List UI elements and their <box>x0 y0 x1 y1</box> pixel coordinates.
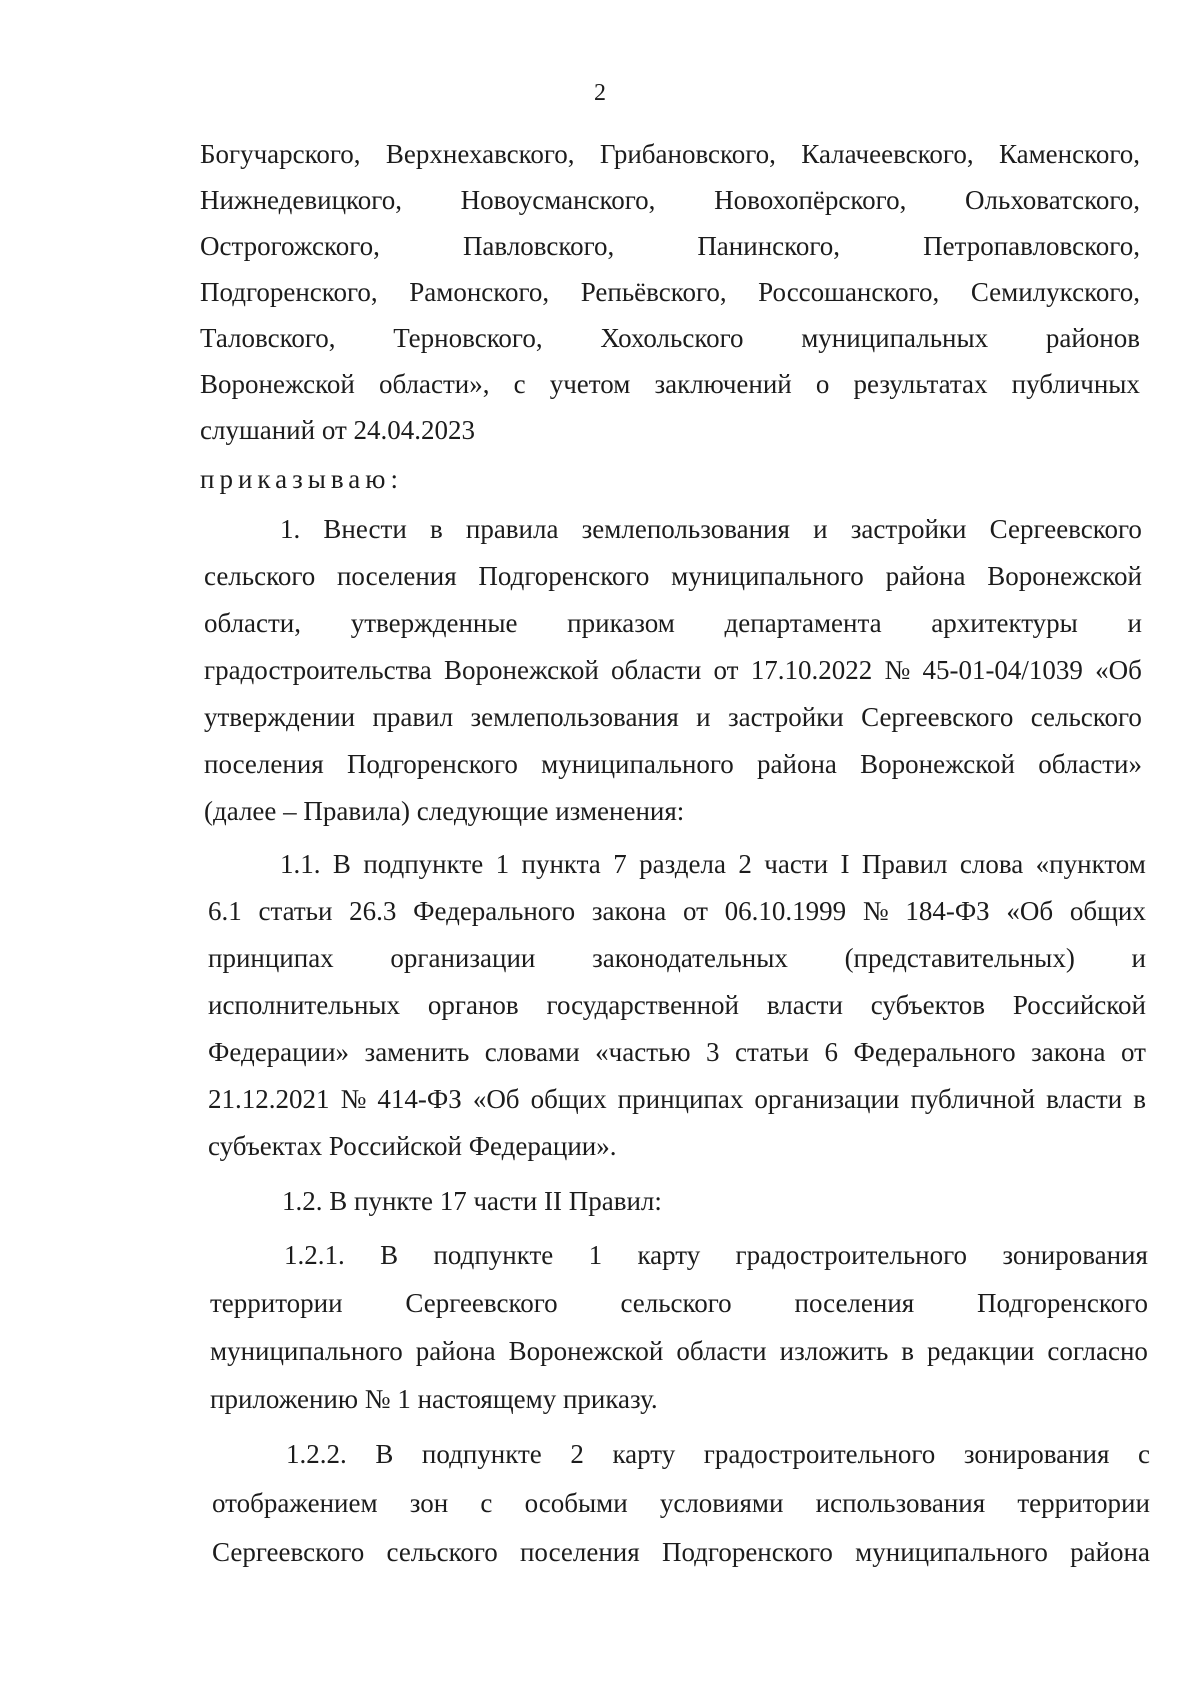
word: 26.3 <box>349 896 397 926</box>
word: Рамонского, <box>409 277 550 307</box>
word: в <box>1133 1084 1146 1114</box>
word: условиями <box>659 1488 784 1518</box>
text-line <box>200 229 1140 263</box>
word: области» <box>1038 749 1142 779</box>
word: 7 <box>613 849 627 879</box>
word: поселения <box>519 1537 640 1567</box>
text-line: приложению № 1 настоящему приказу. <box>210 1384 658 1414</box>
word: согласно <box>1047 1336 1148 1366</box>
word: особыми <box>524 1488 628 1518</box>
word: сельского <box>620 1288 732 1318</box>
text-line <box>200 321 1140 355</box>
word: подпункте <box>363 849 484 879</box>
word: общих <box>1069 896 1146 926</box>
word: В <box>375 1439 394 1469</box>
word: утверждении <box>204 702 356 732</box>
text-line <box>208 1035 1146 1069</box>
word: области», <box>378 369 490 399</box>
word: Новохопёрского, <box>714 185 907 215</box>
word: от <box>1120 1037 1146 1067</box>
word: Воронежской <box>508 1336 664 1366</box>
word: 1.2.2. <box>286 1439 347 1469</box>
word: исполнительных <box>208 990 401 1020</box>
word: департамента <box>724 608 882 638</box>
word: статьи <box>258 896 333 926</box>
text-line <box>204 700 1142 734</box>
word: градостроительного <box>735 1240 967 1270</box>
word: карту <box>637 1240 701 1270</box>
word: использования <box>815 1488 986 1518</box>
word: Воронежской <box>860 749 1015 779</box>
word: Верхнехавского, <box>385 139 575 169</box>
order-word: приказываю: <box>200 464 403 494</box>
word: приказом <box>567 608 675 638</box>
text-line <box>208 1082 1146 1116</box>
word: статьи <box>735 1037 810 1067</box>
text-line: (далее – Правила) следующие изменения: <box>204 796 685 826</box>
text-line <box>200 275 1140 309</box>
word: Воронежской <box>987 561 1142 591</box>
word: землепользования <box>470 702 679 732</box>
word: с <box>480 1488 493 1518</box>
word: правил <box>372 702 454 732</box>
word: от <box>682 896 708 926</box>
word: части <box>764 849 829 879</box>
word: Подгоренского <box>977 1288 1148 1318</box>
word: принципах <box>617 1084 744 1114</box>
word: муниципального <box>210 1336 403 1366</box>
text-line <box>204 747 1142 781</box>
word: Внести <box>323 514 407 544</box>
word: Панинского, <box>697 231 841 261</box>
word: области <box>611 655 702 685</box>
text-line <box>286 1437 1150 1471</box>
word: сельского <box>1030 702 1142 732</box>
word: принципах <box>208 943 334 973</box>
word: результатах <box>853 369 988 399</box>
word: с <box>513 369 526 399</box>
word: (представительных) <box>844 943 1075 973</box>
word: 1 <box>495 849 510 879</box>
word: в <box>901 1336 915 1366</box>
word: 21.12.2021 <box>208 1084 330 1114</box>
word: землепользования <box>581 514 790 544</box>
word: градостроительного <box>703 1439 936 1469</box>
text-line <box>200 183 1140 217</box>
word: Хохольского <box>600 323 744 353</box>
text-line <box>204 559 1142 593</box>
word: Подгоренского <box>346 749 518 779</box>
word: поселения <box>794 1288 915 1318</box>
word: «Об <box>1095 655 1142 685</box>
word: карту <box>612 1439 676 1469</box>
word: муниципального <box>855 1537 1048 1567</box>
text-line <box>208 894 1146 928</box>
word: 17.10.2022 <box>750 655 873 685</box>
word: закона <box>1031 1037 1106 1067</box>
text-line: 1.2. В пункте 17 части II Правил: <box>282 1186 662 1216</box>
word: Сергеевского <box>989 514 1142 544</box>
word: 6 <box>824 1037 839 1067</box>
word: 414-ФЗ <box>377 1084 462 1114</box>
word: Россошанского, <box>758 277 940 307</box>
text-line <box>200 137 1140 171</box>
word: муниципального <box>541 749 734 779</box>
word: и <box>1131 943 1146 973</box>
word: Воронежской <box>200 369 355 399</box>
word: Сергеевского <box>212 1537 365 1567</box>
word: и <box>1127 608 1142 638</box>
word: сельского <box>204 561 316 591</box>
word: 06.10.1999 <box>724 896 847 926</box>
word: Подгоренского, <box>200 277 378 307</box>
word: Правил <box>861 849 948 879</box>
text-line: слушаний от 24.04.2023 <box>200 415 476 445</box>
text-line <box>200 367 1140 401</box>
word: 1. <box>280 514 301 544</box>
word: «Об <box>472 1084 520 1114</box>
word: «пунктом <box>1035 849 1146 879</box>
word: 184-ФЗ <box>905 896 990 926</box>
word: муниципальных <box>801 323 989 353</box>
text-line <box>280 847 1146 881</box>
word: зонирования <box>963 1439 1110 1469</box>
word: редакции <box>927 1336 1035 1366</box>
word: Новоусманского, <box>460 185 656 215</box>
word: района <box>885 561 966 591</box>
word: застройки <box>850 514 967 544</box>
word: Федерального <box>853 1037 1016 1067</box>
word: пункта <box>521 849 601 879</box>
word: Ольховатского, <box>965 185 1140 215</box>
word: «Об <box>1006 896 1054 926</box>
word: Петропавловского, <box>923 231 1140 261</box>
word: Сергеевского <box>861 702 1014 732</box>
word: 3 <box>706 1037 720 1067</box>
word: слова <box>959 849 1024 879</box>
word: 1 <box>588 1240 603 1270</box>
word: района <box>757 749 837 779</box>
word: в <box>429 514 443 544</box>
word: Грибановского, <box>599 139 776 169</box>
word: словами <box>484 1037 580 1067</box>
word: № <box>884 655 911 685</box>
word: заключений <box>654 369 792 399</box>
text-line <box>280 512 1142 546</box>
word: Богучарского, <box>200 139 361 169</box>
word: 45-01-04/1039 <box>922 655 1083 685</box>
word: Российской <box>1012 990 1146 1020</box>
word: области <box>676 1336 767 1366</box>
word: Терновского, <box>393 323 543 353</box>
word: власти <box>1046 1084 1123 1114</box>
word: власти <box>766 990 843 1020</box>
word: области, <box>204 608 302 638</box>
text-line <box>210 1334 1148 1368</box>
word: подпункте <box>433 1240 554 1270</box>
word: В <box>380 1240 399 1270</box>
word: «частью <box>595 1037 691 1067</box>
word: Калачеевского, <box>801 139 974 169</box>
text-line: субъектах Российской Федерации». <box>208 1131 617 1161</box>
word: территории <box>210 1288 343 1318</box>
text-line <box>204 606 1142 640</box>
word: органов <box>427 990 519 1020</box>
word: Таловского, <box>200 323 336 353</box>
word: сельского <box>386 1537 498 1567</box>
text-line <box>208 941 1146 975</box>
text-line <box>208 988 1146 1022</box>
word: I <box>840 849 850 879</box>
word: 1.1. <box>280 849 321 879</box>
word: от <box>713 655 739 685</box>
word: публичной <box>910 1084 1036 1114</box>
word: № <box>340 1084 367 1114</box>
word: муниципального <box>671 561 864 591</box>
text-line <box>210 1286 1148 1320</box>
word: Федерального <box>413 896 576 926</box>
word: Подгоренского <box>478 561 650 591</box>
word: района <box>1070 1537 1150 1567</box>
word: поселения <box>204 749 324 779</box>
word: Воронежской <box>444 655 599 685</box>
word: зонирования <box>1002 1240 1148 1270</box>
word: В <box>332 849 351 879</box>
word: архитектуры <box>931 608 1078 638</box>
word: застройки <box>727 702 844 732</box>
word: района <box>415 1336 496 1366</box>
word: публичных <box>1011 369 1140 399</box>
word: Семилукского, <box>970 277 1140 307</box>
text-line <box>212 1535 1150 1569</box>
text-line <box>212 1486 1150 1520</box>
word: Подгоренского <box>661 1537 833 1567</box>
word: изложить <box>779 1336 889 1366</box>
word: Федерации» <box>208 1037 350 1067</box>
word: отображением <box>212 1488 378 1518</box>
word: с <box>1138 1439 1150 1469</box>
word: закона <box>591 896 667 926</box>
word: № <box>862 896 889 926</box>
word: Каменского, <box>998 139 1140 169</box>
text-line <box>204 653 1142 687</box>
word: Нижнедевицкого, <box>200 185 402 215</box>
word: организации <box>754 1084 900 1114</box>
word: территории <box>1017 1488 1150 1518</box>
word: районов <box>1045 323 1140 353</box>
word: субъектов <box>870 990 986 1020</box>
word: и <box>813 514 828 544</box>
word: зон <box>409 1488 449 1518</box>
word: утвержденные <box>350 608 518 638</box>
word: Сергеевского <box>405 1288 558 1318</box>
word: 2 <box>570 1439 584 1469</box>
word: Острогожского, <box>200 231 380 261</box>
word: раздела <box>639 849 726 879</box>
word: подпункте <box>421 1439 542 1469</box>
word: градостроительства <box>204 655 432 685</box>
word: заменить <box>364 1037 470 1067</box>
word: 6.1 <box>208 896 242 926</box>
word: Репьёвского, <box>580 277 727 307</box>
word: 1.2.1. <box>284 1240 345 1270</box>
word: правила <box>465 514 559 544</box>
word: 2 <box>738 849 752 879</box>
word: Павловского, <box>462 231 615 261</box>
word: поселения <box>336 561 457 591</box>
word: учетом <box>549 369 631 399</box>
word: государственной <box>546 990 739 1020</box>
word: и <box>696 702 711 732</box>
word: общих <box>530 1084 607 1114</box>
word: организации <box>390 943 536 973</box>
page-number: 2 <box>594 80 606 106</box>
text-line <box>284 1238 1148 1272</box>
word: о <box>815 369 830 399</box>
word: законодательных <box>592 943 788 973</box>
